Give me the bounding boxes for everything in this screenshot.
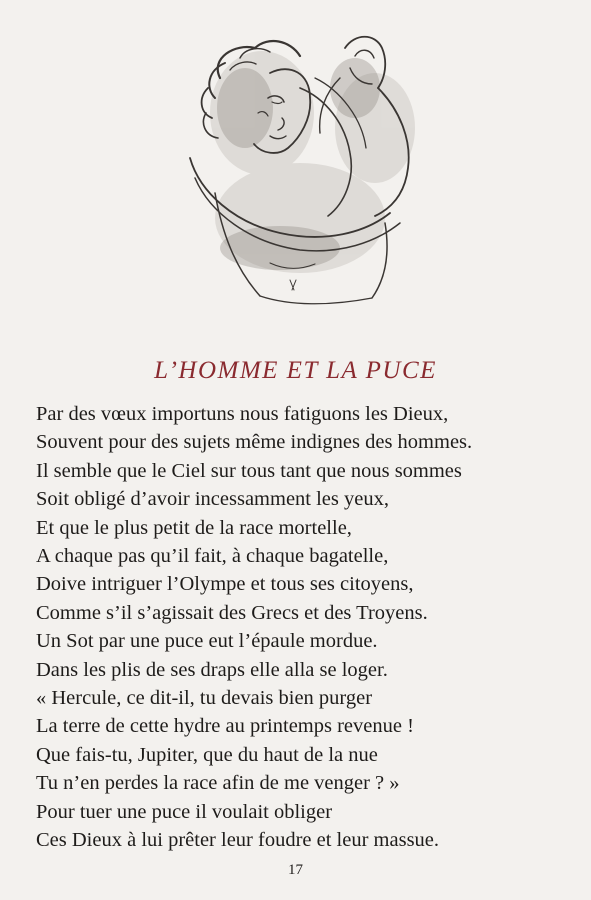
poem-line: Comme s’il s’agissait des Grecs et des Troyens. — [36, 601, 428, 624]
poem-line: Souvent pour des sujets même indignes des hommes. — [36, 431, 473, 454]
poem-body — [36, 400, 576, 855]
page-number: 17 — [288, 862, 303, 878]
poem-line: Tu n’en perdes la race afin de me venger ? » — [36, 772, 400, 795]
poem-title: L’HOMME ET LA PUCE — [154, 357, 437, 384]
embracing-figure-drawing-icon — [150, 18, 450, 318]
poem-line: Dans les plis de ses draps elle alla se loger. — [36, 658, 388, 681]
poem-line: « Hercule, ce dit-il, tu devais bien purger — [36, 687, 373, 710]
poem-line: Doive intriguer l’Olympe et tous ses citoyens, — [36, 573, 414, 596]
poem-line: Et que le plus petit de la race mortelle, — [36, 516, 352, 539]
poem-line: Soit obligé d’avoir incessamment les yeux, — [36, 488, 389, 511]
poem-line: A chaque pas qu’il fait, à chaque bagatelle, — [36, 545, 389, 568]
poem-line: Pour tuer une puce il voulait obliger — [36, 800, 333, 823]
poem-line: Il semble que le Ciel sur tous tant que nous sommes — [36, 459, 462, 482]
poem-line: Par des vœux importuns nous fatiguons les Dieux, — [36, 403, 449, 425]
poem-line: Ces Dieux à lui prêter leur foudre et leur massue. — [36, 829, 440, 852]
poem-line: La terre de cette hydre au printemps revenue ! — [36, 715, 414, 738]
poem-line: Que fais-tu, Jupiter, que du haut de la nue — [36, 743, 378, 766]
poem-line: Un Sot par une puce eut l’épaule mordue. — [36, 630, 378, 653]
